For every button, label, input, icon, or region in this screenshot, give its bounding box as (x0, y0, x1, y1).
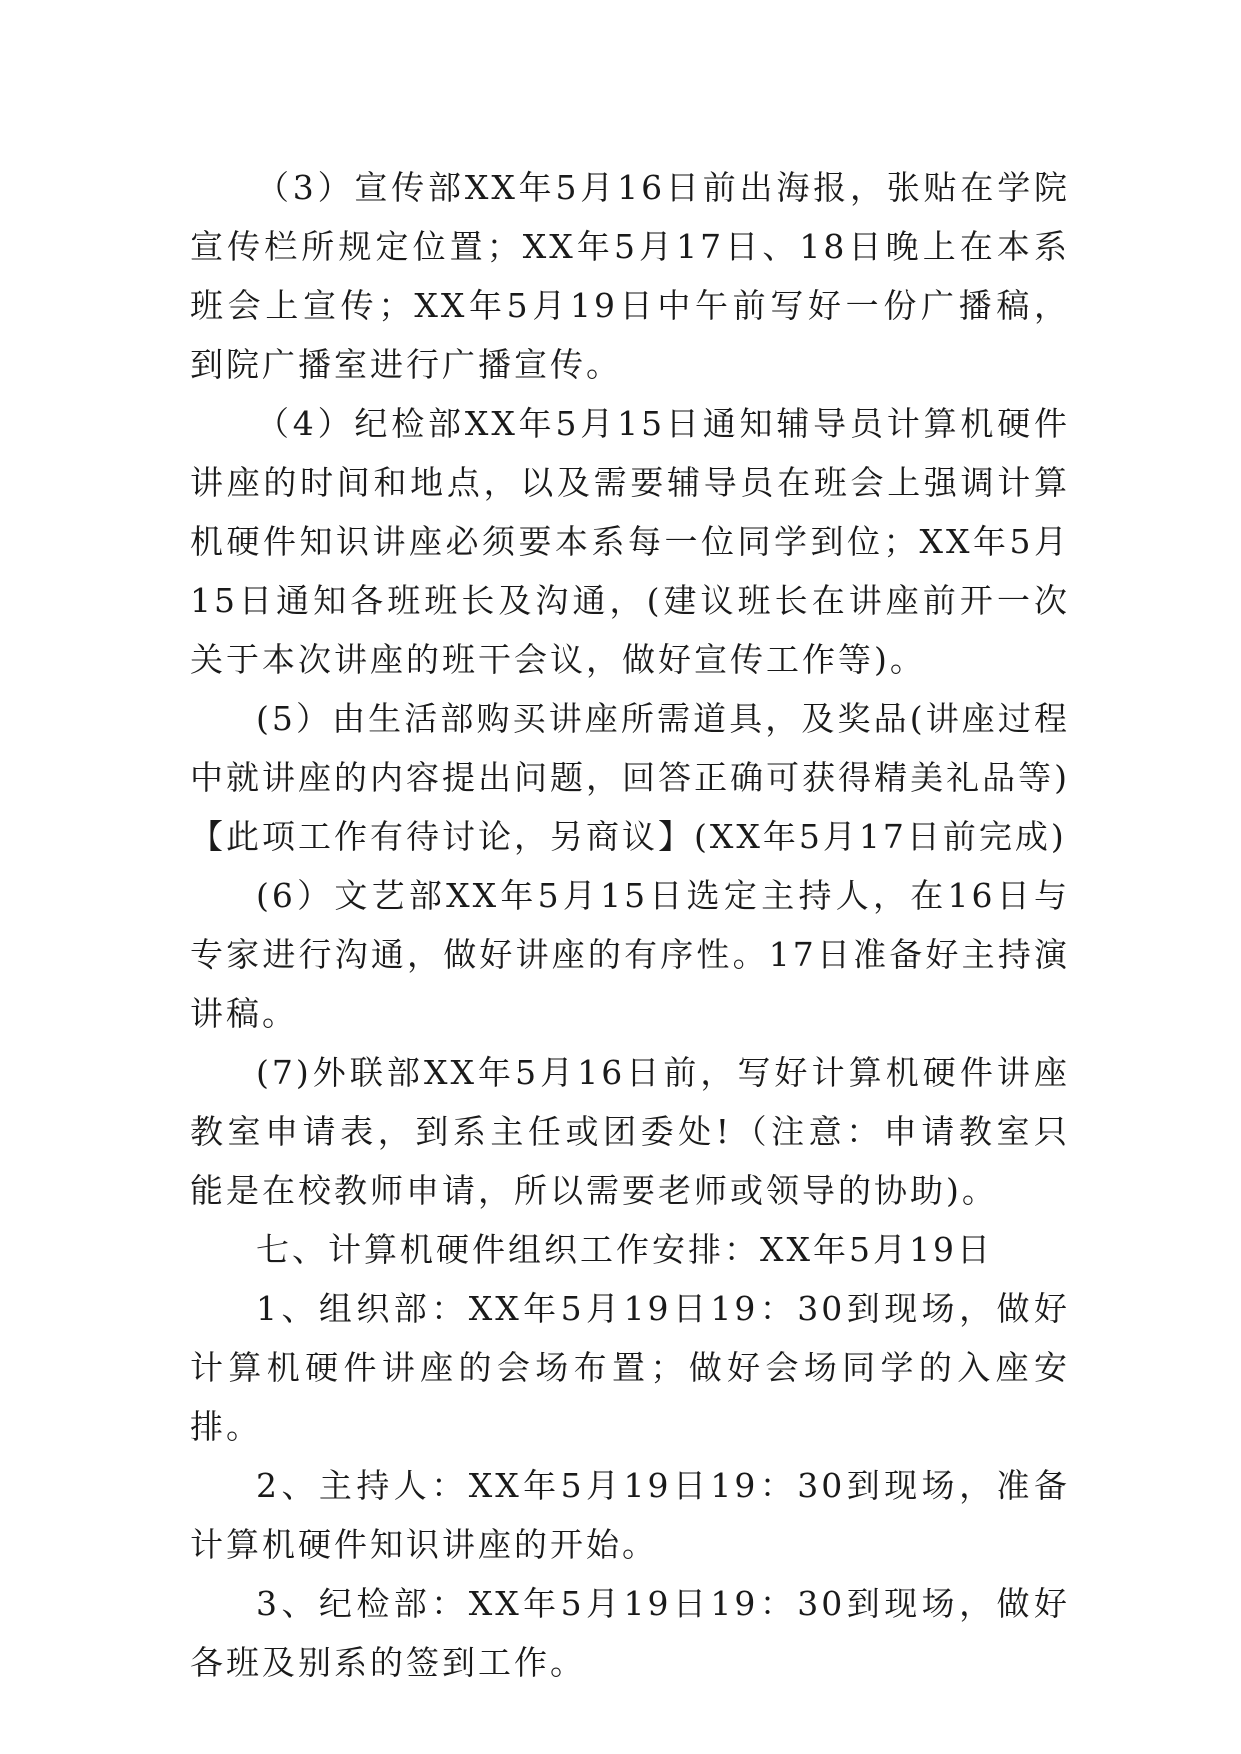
paragraph-liaison-dept: (7)外联部XX年5月16日前，写好计算机硬件讲座教室申请表，到系主任或团委处!（注意：申请教室只能是在校教师申请，所以需要老师或领导的协助)。 (190, 1053, 1070, 1210)
paragraph-discipline-dept-signin: 3、纪检部：XX年5月19日19：30到现场，做好各班及别系的签到工作。 (190, 1584, 1070, 1682)
paragraph-arts-dept: (6）文艺部XX年5月15日选定主持人，在16日与专家进行沟通，做好讲座的有序性。17日准备好主持演讲稿。 (190, 876, 1070, 1033)
paragraph-discipline-dept-notice: （4）纪检部XX年5月15日通知辅导员计算机硬件讲座的时间和地点，以及需要辅导员在班会上强调计算机硬件知识讲座必须要本系每一位同学到位；XX年5月15日通知各班班长及沟通，(建议班长在讲座前开一次关于本次讲座的班干会议，做好宣传工作等)。 (190, 404, 1070, 679)
paragraph-host: 2、主持人：XX年5月19日19：30到现场，准备计算机硬件知识讲座的开始。 (190, 1466, 1070, 1564)
document-body (190, 158, 1070, 1692)
section-heading-arrangement: 七、计算机硬件组织工作安排：XX年5月19日 (256, 1230, 993, 1269)
paragraph-publicity-dept: （3）宣传部XX年5月16日前出海报，张贴在学院宣传栏所规定位置；XX年5月17日、18日晚上在本系班会上宣传；XX年5月19日中午前写好一份广播稿，到院广播室进行广播宣传。 (190, 168, 1070, 384)
paragraph-organization-dept: 1、组织部：XX年5月19日19：30到现场，做好计算机硬件讲座的会场布置；做好会场同学的入座安排。 (190, 1289, 1070, 1446)
paragraph-life-dept: (5）由生活部购买讲座所需道具，及奖品(讲座过程中就讲座的内容提出问题，回答正确可获得精美礼品等)【此项工作有待讨论，另商议】(XX年5月17日前完成) (190, 699, 1070, 856)
